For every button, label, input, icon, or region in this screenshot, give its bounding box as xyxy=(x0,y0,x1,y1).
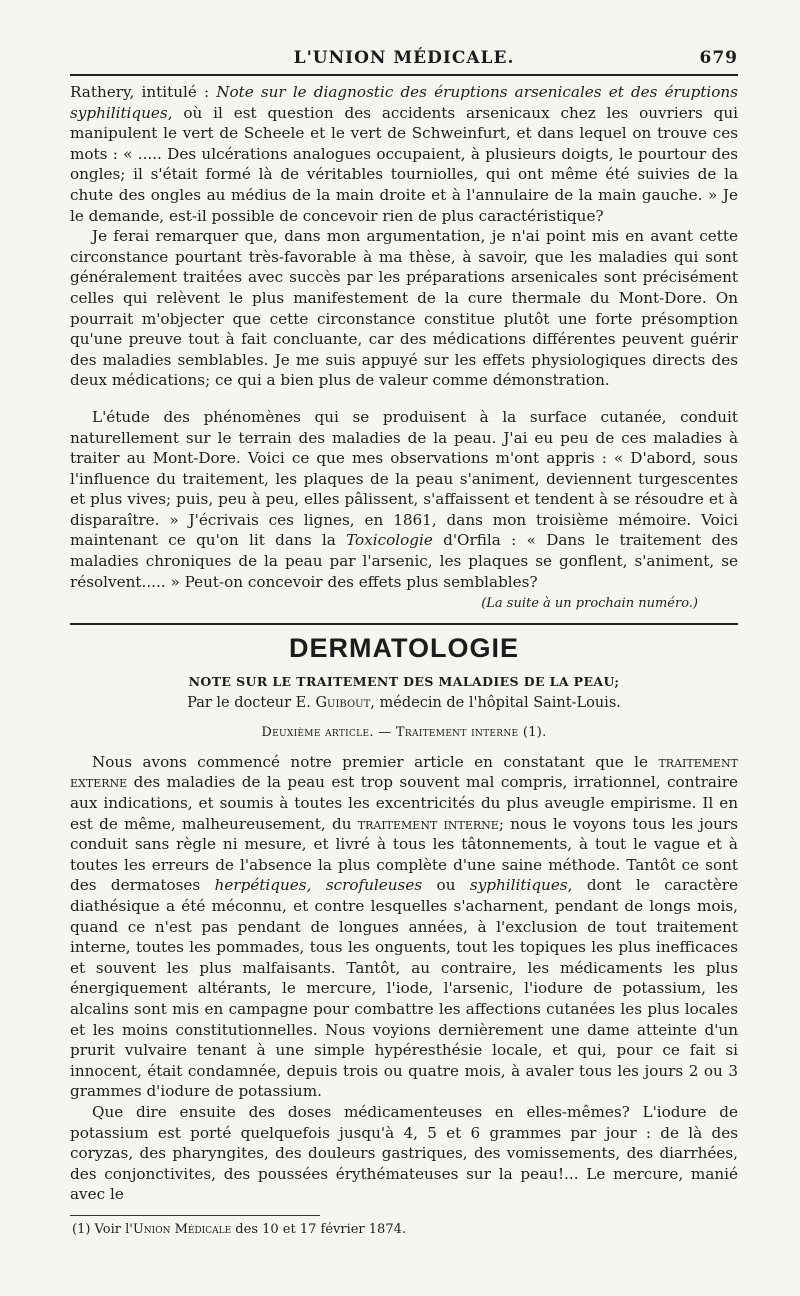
paragraph: L'étude des phénomènes qui se produisent à la surface cutanée, conduit naturellement sur le terrain des maladies de la peau. J'ai eu peu de ces maladies à traiter au Mont-Dore. Voici ce que mes observations m'ont appris : « D'abord, sous l'influence du traitement, les plaques de la peau s'animent, deviennent turgescentes et plus vives; puis, peu à peu, elles pâlissent, s'affaissent et tendent à se résoudre et à disparaître. » J'écrivais ces lignes, en 1861, dans mon troisième mémoire. Voici maintenant ce qu'on lit dans la Toxicologie d'Orfila : « Dans le traitement des maladies chroniques de la peau par l'arsenic, les plaques se gonflent, s'animent, se résolvent..... » Peut-on concevoir des effets plus semblables? xyxy=(70,407,738,591)
paragraph: Rathery, intitulé : Note sur le diagnostic des éruptions arsenicales et des éruptions syphilitiques, où il est question des accidents arsenicaux chez les ouvriers qui manipulent le vert de Scheele et le vert de Schweinfurt, et dans lequel on trouve ces mots : « ..... Des ulcérations analogues occupaient, à plusieurs doigts, le pourtour des ongles; il s'était formé là de véritables tourniolles, qui ont même été suivies de la chute des ongles au médius de la main droite et à l'annulaire de la main gauche. » Je le demande, est-il possible de concevoir rien de plus caractéristique? xyxy=(70,83,739,225)
paragraph: Je ferai remarquer que, dans mon argumentation, je n'ai point mis en avant cette circonstance pourtant très-favorable à ma thèse, à savoir, que les maladies qui sont généralement traitées avec succès par les préparations arsenicales sont précisément celles qui relèvent le plus manifestement de la cure thermale du Mont-Dore. On pourrait m'objecter que cette circonstance constitue plutôt une forte présomption qu'une preuve tout à fait concluante, car des médications différentes peuvent guérir des maladies semblables. Je me suis appuyé sur les effets physiologiques directs des deux médications; ce qui a bien plus de valeur comme démonstration. xyxy=(70,227,738,390)
footnote-divider xyxy=(70,1215,320,1216)
continuation-note: (La suite à un prochain numéro.) xyxy=(481,596,698,612)
document-page xyxy=(70,40,738,1237)
part-heading: Deuxième article. — Traitement interne (1). xyxy=(261,724,547,740)
paragraph: Nous avons commencé notre premier article en constatant que le traitement externe des maladies de la peau est trop souvent mal compris, irrationnel, contraire aux indications, et soumis à toutes les excentricités du plus aveugle empirisme. Il en est de même, malheureusement, du traitement interne; nous le voyons tous les jours conduit sans règle ni mesure, et livré à tous les tâtonnements, à tout le vague et à toutes les erreurs de l'absence la plus complète d'une saine méthode. Tantôt ce sont des dermatoses herpétiques, scrofuleuses ou syphilitiques, dont le caractère diathésique a été méconnu, et contre lesquelles s'acharnent, pendant de longs mois, quand ce n'est pas pendant de longues années, à l'exclusion de tout traitement interne, toutes les pommades, tous les onguents, tout les topiques les plus inefficaces et souvent les plus malfaisants. Tantôt, au contraire, les médicaments les plus énergiquement altérants, le mercure, l'iode, l'arsenic, l'iodure de potassium, les alcalins sont mis en campagne pour combattre les affections cutanées les plus locales et les moins constitutionnelles. Nous voyions dernièrement une dame atteinte d'un prurit vulvaire tenant à une simple hypéresthésie locale, et qui, pour ce fait si innocent, était condamnée, depuis trois ou quatre mois, à avaler tous les jours 2 ou 3 grammes d'iodure de potassium. xyxy=(70,752,738,1101)
page-header xyxy=(70,40,738,76)
journal-title: L'UNION MÉDICALE. xyxy=(293,48,515,68)
paragraph: Que dire ensuite des doses médicamenteuses en elles-mêmes? L'iodure de potassium est porté quelquefois jusqu'à 4, 5 et 6 grammes par jour : de là des coryzas, des pharyngites, des douleurs gastriques, des vomissements, des diarrhées, des conjonctivites, des poussées érythémateuses sur la peau!... Le mercure, manié avec le xyxy=(70,1102,738,1204)
section-title: DERMATOLOGIE xyxy=(288,632,519,663)
footnote: (1) Voir l'Union Médicale des 10 et 17 février 1874. xyxy=(72,1221,406,1237)
page-number: 679 xyxy=(699,48,738,68)
article-body xyxy=(70,752,738,1205)
section-divider xyxy=(70,623,738,625)
continued-article xyxy=(70,82,738,615)
article-title: NOTE SUR LE TRAITEMENT DES MALADIES DE LA PEAU; xyxy=(188,673,620,689)
byline: Par le docteur E. Guibout, médecin de l'hôpital Saint-Louis. xyxy=(187,694,621,711)
